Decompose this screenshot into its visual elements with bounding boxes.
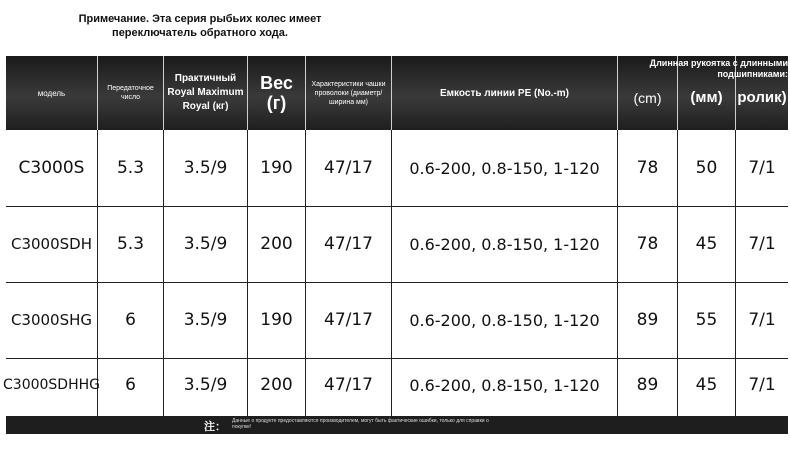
cell-weight: 190 (248, 282, 306, 358)
cell-drag: 3.5/9 (164, 130, 248, 206)
footer-bar (6, 416, 788, 434)
cell-mm: 45 (678, 206, 736, 282)
cell-cm: 89 (618, 354, 678, 416)
cell-capacity: 0.6-200, 0.8-150, 1-120 (392, 354, 618, 416)
cell-mm: 45 (678, 354, 736, 416)
cell-ratio: 5.3 (98, 130, 164, 206)
cell-ratio: 6 (98, 354, 164, 416)
cell-model: C3000SDH (6, 206, 98, 282)
cell-ratio: 5.3 (98, 206, 164, 282)
cell-cm: 89 (618, 282, 678, 358)
table-row (6, 206, 788, 283)
table-row (6, 282, 788, 359)
cell-cm: 78 (618, 206, 678, 282)
cell-ratio: 6 (98, 282, 164, 358)
header-spool: Характеристики чашки проволоки (диаметр/ширина мм) (306, 56, 392, 130)
cell-bearings: 7/1 (748, 375, 776, 395)
cell-drag: 3.5/9 (164, 282, 248, 358)
header-mm: (мм) (678, 56, 736, 130)
cell-spool: 47/17 (306, 354, 392, 416)
note-text: Примечание. Эта серия рыбьих колес имеет переключатель обратного хода. (78, 13, 322, 39)
header-capacity: Емкость линии PE (No.-m) (392, 56, 618, 130)
cell-capacity: 0.6-200, 0.8-150, 1-120 (392, 206, 618, 282)
cell-model: C3000SDHHG (6, 354, 98, 416)
footer-text: Данные о продукте предоставляются производителем, могут быть фактические ошибки, только для справки о покупке! (232, 418, 489, 430)
cell-capacity: 0.6-200, 0.8-150, 1-120 (392, 282, 618, 358)
table-header (6, 56, 788, 130)
header-model: модель (6, 56, 98, 130)
cell-spool: 47/17 (306, 282, 392, 358)
cell-weight: 190 (248, 130, 306, 206)
cell-spool: 47/17 (306, 206, 392, 282)
cell-model: C3000SHG (6, 282, 98, 358)
cell-model: C3000S (6, 130, 98, 206)
cell-bearings: 7/1 (748, 158, 776, 178)
cell-weight: 200 (248, 354, 306, 416)
header-weight: Вес (г) (248, 56, 306, 130)
header-roller: ролик) (737, 89, 787, 106)
header-long-handle: Длинная рукоятка с длинными подшипниками: (649, 58, 788, 79)
cell-drag: 3.5/9 (164, 354, 248, 416)
cell-spool: 47/17 (306, 130, 392, 206)
spec-table (3, 56, 788, 434)
cell-mm: 55 (678, 282, 736, 358)
cell-capacity: 0.6-200, 0.8-150, 1-120 (392, 130, 618, 206)
cell-bearings: 7/1 (748, 310, 776, 330)
header-cm: (cm) (618, 56, 678, 130)
cell-cm: 78 (618, 130, 678, 206)
cell-bearings: 7/1 (748, 234, 776, 254)
header-ratio: Передаточное число (98, 56, 164, 130)
footer-label: 注： (204, 421, 226, 433)
table-row (6, 130, 788, 207)
header-drag: Практичный Royal Maximum Royal (кг) (164, 56, 248, 130)
table-row (3, 354, 788, 416)
cell-mm: 50 (678, 130, 736, 206)
cell-weight: 200 (248, 206, 306, 282)
cell-drag: 3.5/9 (164, 206, 248, 282)
